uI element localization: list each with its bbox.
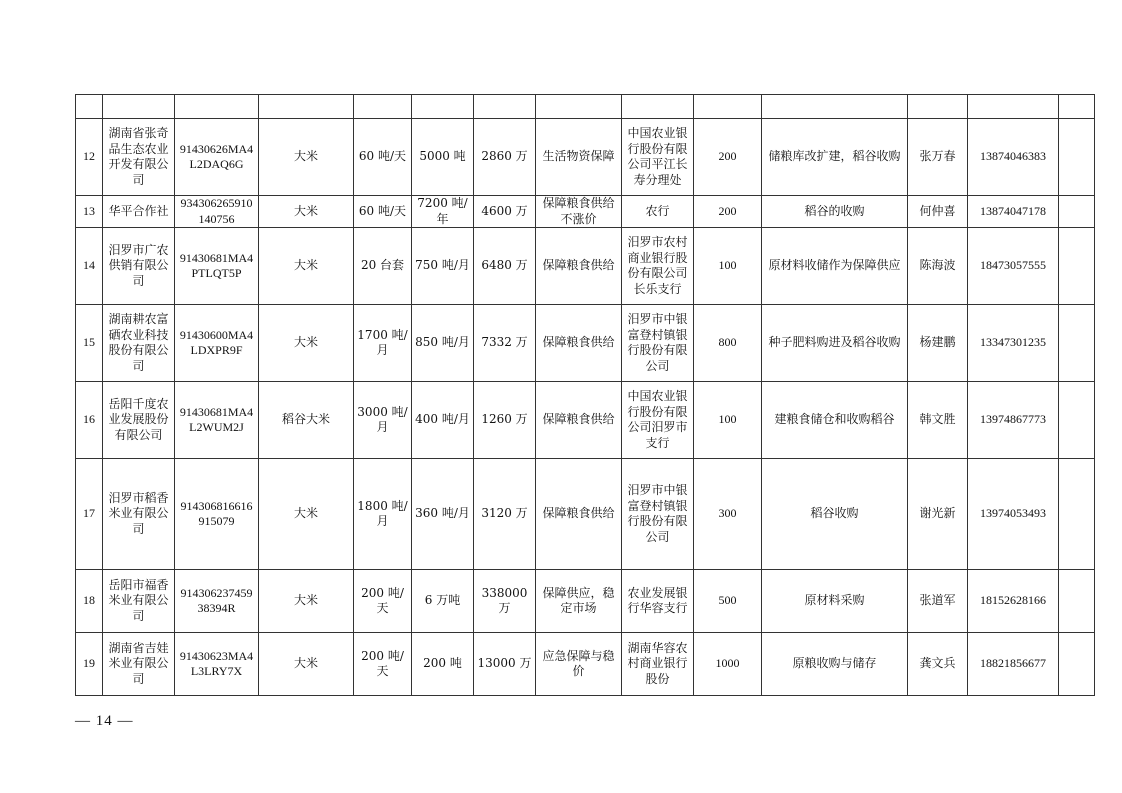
cell-capacity: 60 吨/天: [354, 119, 412, 196]
cell-purpose: 保障粮食供给: [536, 382, 622, 459]
cell-purpose: 保障粮食供给: [536, 459, 622, 570]
cell-output: 750 吨/月: [412, 228, 474, 305]
page-number: — 14 —: [75, 713, 134, 729]
cell-contact: 韩文胜: [908, 382, 968, 459]
cell-phone: 13347301235: [968, 305, 1059, 382]
cell-loan: 500: [694, 570, 762, 633]
cell-capacity: 3000 吨/月: [354, 382, 412, 459]
cell-phone: 13874046383: [968, 119, 1059, 196]
cell-no: 19: [76, 633, 103, 696]
cell-name: 汨罗市稻香米业有限公司: [103, 459, 175, 570]
cell-purpose: 生活物资保障: [536, 119, 622, 196]
cell-loan: [694, 95, 762, 119]
table-row: [76, 228, 1095, 305]
cell-usage: [762, 95, 908, 119]
cell-no: 14: [76, 228, 103, 305]
cell-output: 360 吨/月: [412, 459, 474, 570]
cell-purpose: 保障粮食供给: [536, 305, 622, 382]
cell-phone: 18821856677: [968, 633, 1059, 696]
cell-bank: 中国农业银行股份有限公司汨罗市支行: [622, 382, 694, 459]
cell-funds: [474, 95, 536, 119]
cell-purpose: 保障供应，稳定市场: [536, 570, 622, 633]
cell-product: 大米: [259, 305, 354, 382]
cell-output: [412, 95, 474, 119]
table-row: [76, 95, 1095, 119]
cell-contact: 龚文兵: [908, 633, 968, 696]
cell-usage: 原材料采购: [762, 570, 908, 633]
cell-output: 400 吨/月: [412, 382, 474, 459]
cell-usage: 原材料收储作为保障供应: [762, 228, 908, 305]
cell-phone: [968, 95, 1059, 119]
cell-purpose: [536, 95, 622, 119]
table-row: [76, 119, 1095, 196]
cell-code: 91430681MA4PTLQT5P: [175, 228, 259, 305]
cell-contact: 谢光新: [908, 459, 968, 570]
cell-output: 850 吨/月: [412, 305, 474, 382]
cell-bank: 汨罗市中银富登村镇银行股份有限公司: [622, 459, 694, 570]
cell-contact: 张道军: [908, 570, 968, 633]
cell-product: 大米: [259, 119, 354, 196]
cell-product: 大米: [259, 570, 354, 633]
cell-loan: 800: [694, 305, 762, 382]
table-row: [76, 633, 1095, 696]
cell-usage: 建粮食储仓和收购稻谷: [762, 382, 908, 459]
cell-capacity: 1800 吨/月: [354, 459, 412, 570]
cell-product: 稻谷大米: [259, 382, 354, 459]
cell-name: 汨罗市广农供销有限公司: [103, 228, 175, 305]
cell-funds: 2860 万: [474, 119, 536, 196]
cell-phone: 13974867773: [968, 382, 1059, 459]
cell-capacity: 1700 吨/月: [354, 305, 412, 382]
cell-funds: 13000 万: [474, 633, 536, 696]
cell-bank: 湖南华容农村商业银行股份: [622, 633, 694, 696]
cell-capacity: 200 吨/天: [354, 633, 412, 696]
cell-name: 华平合作社: [103, 196, 175, 228]
cell-product: 大米: [259, 459, 354, 570]
cell-usage: 储粮库改扩建，稻谷收购: [762, 119, 908, 196]
cell-product: 大米: [259, 196, 354, 228]
cell-phone: 18152628166: [968, 570, 1059, 633]
cell-no: 18: [76, 570, 103, 633]
cell-output: 200 吨: [412, 633, 474, 696]
cell-contact: 杨建鹏: [908, 305, 968, 382]
cell-note: [1059, 633, 1095, 696]
cell-bank: 农行: [622, 196, 694, 228]
cell-no: 12: [76, 119, 103, 196]
cell-phone: 13974053493: [968, 459, 1059, 570]
cell-no: [76, 95, 103, 119]
table-row: [76, 382, 1095, 459]
cell-funds: 3120 万: [474, 459, 536, 570]
table-row: [76, 196, 1095, 228]
cell-funds: 7332 万: [474, 305, 536, 382]
cell-name: 岳阳市福香米业有限公司: [103, 570, 175, 633]
cell-funds: 1260 万: [474, 382, 536, 459]
cell-output: 6 万吨: [412, 570, 474, 633]
cell-contact: [908, 95, 968, 119]
cell-capacity: 200 吨/天: [354, 570, 412, 633]
cell-note: [1059, 196, 1095, 228]
cell-no: 17: [76, 459, 103, 570]
cell-code: 91430623745938394R: [175, 570, 259, 633]
cell-name: 湖南省吉娃米业有限公司: [103, 633, 175, 696]
cell-loan: 300: [694, 459, 762, 570]
cell-usage: 种子肥料购进及稻谷收购: [762, 305, 908, 382]
cell-purpose: 应急保障与稳价: [536, 633, 622, 696]
cell-funds: 4600 万: [474, 196, 536, 228]
cell-capacity: 60 吨/天: [354, 196, 412, 228]
table-row: [76, 570, 1095, 633]
cell-product: 大米: [259, 228, 354, 305]
cell-product: 大米: [259, 633, 354, 696]
cell-code: [175, 95, 259, 119]
cell-phone: 18473057555: [968, 228, 1059, 305]
cell-contact: 何仲喜: [908, 196, 968, 228]
cell-contact: 陈海波: [908, 228, 968, 305]
cell-note: [1059, 305, 1095, 382]
cell-note: [1059, 119, 1095, 196]
cell-loan: 200: [694, 196, 762, 228]
cell-code: 91430623MA4L3LRY7X: [175, 633, 259, 696]
cell-purpose: 保障粮食供给: [536, 228, 622, 305]
cell-no: 13: [76, 196, 103, 228]
table-row: [76, 459, 1095, 570]
cell-bank: [622, 95, 694, 119]
cell-output: 7200 吨/年: [412, 196, 474, 228]
cell-note: [1059, 228, 1095, 305]
cell-contact: 张万春: [908, 119, 968, 196]
cell-loan: 100: [694, 228, 762, 305]
cell-no: 15: [76, 305, 103, 382]
cell-note: [1059, 382, 1095, 459]
cell-funds: 338000 万: [474, 570, 536, 633]
cell-loan: 200: [694, 119, 762, 196]
cell-bank: 中国农业银行股份有限公司平江长寿分理处: [622, 119, 694, 196]
cell-usage: 稻谷收购: [762, 459, 908, 570]
cell-loan: 100: [694, 382, 762, 459]
cell-funds: 6480 万: [474, 228, 536, 305]
cell-loan: 1000: [694, 633, 762, 696]
cell-purpose: 保障粮食供给不涨价: [536, 196, 622, 228]
cell-no: 16: [76, 382, 103, 459]
cell-code: 91430600MA4LDXPR9F: [175, 305, 259, 382]
cell-name: 湖南耕农富硒农业科技股份有限公司: [103, 305, 175, 382]
cell-note: [1059, 95, 1095, 119]
cell-name: 岳阳千度农业发展股份有限公司: [103, 382, 175, 459]
cell-code: 91430681MA4L2WUM2J: [175, 382, 259, 459]
cell-bank: 农业发展银行华容支行: [622, 570, 694, 633]
cell-code: 934306265910140756: [175, 196, 259, 228]
loan-table: [75, 94, 1095, 696]
cell-phone: 13874047178: [968, 196, 1059, 228]
cell-output: 5000 吨: [412, 119, 474, 196]
cell-usage: 稻谷的收购: [762, 196, 908, 228]
cell-note: [1059, 570, 1095, 633]
cell-bank: 汨罗市农村商业银行股份有限公司长乐支行: [622, 228, 694, 305]
cell-code: 914306816616915079: [175, 459, 259, 570]
cell-code: 91430626MA4L2DAQ6G: [175, 119, 259, 196]
cell-bank: 汨罗市中银富登村镇银行股份有限公司: [622, 305, 694, 382]
cell-name: [103, 95, 175, 119]
cell-capacity: [354, 95, 412, 119]
cell-note: [1059, 459, 1095, 570]
table-row: [76, 305, 1095, 382]
cell-usage: 原粮收购与储存: [762, 633, 908, 696]
cell-name: 湖南省张奇品生态农业开发有限公司: [103, 119, 175, 196]
cell-product: [259, 95, 354, 119]
cell-capacity: 20 台套: [354, 228, 412, 305]
